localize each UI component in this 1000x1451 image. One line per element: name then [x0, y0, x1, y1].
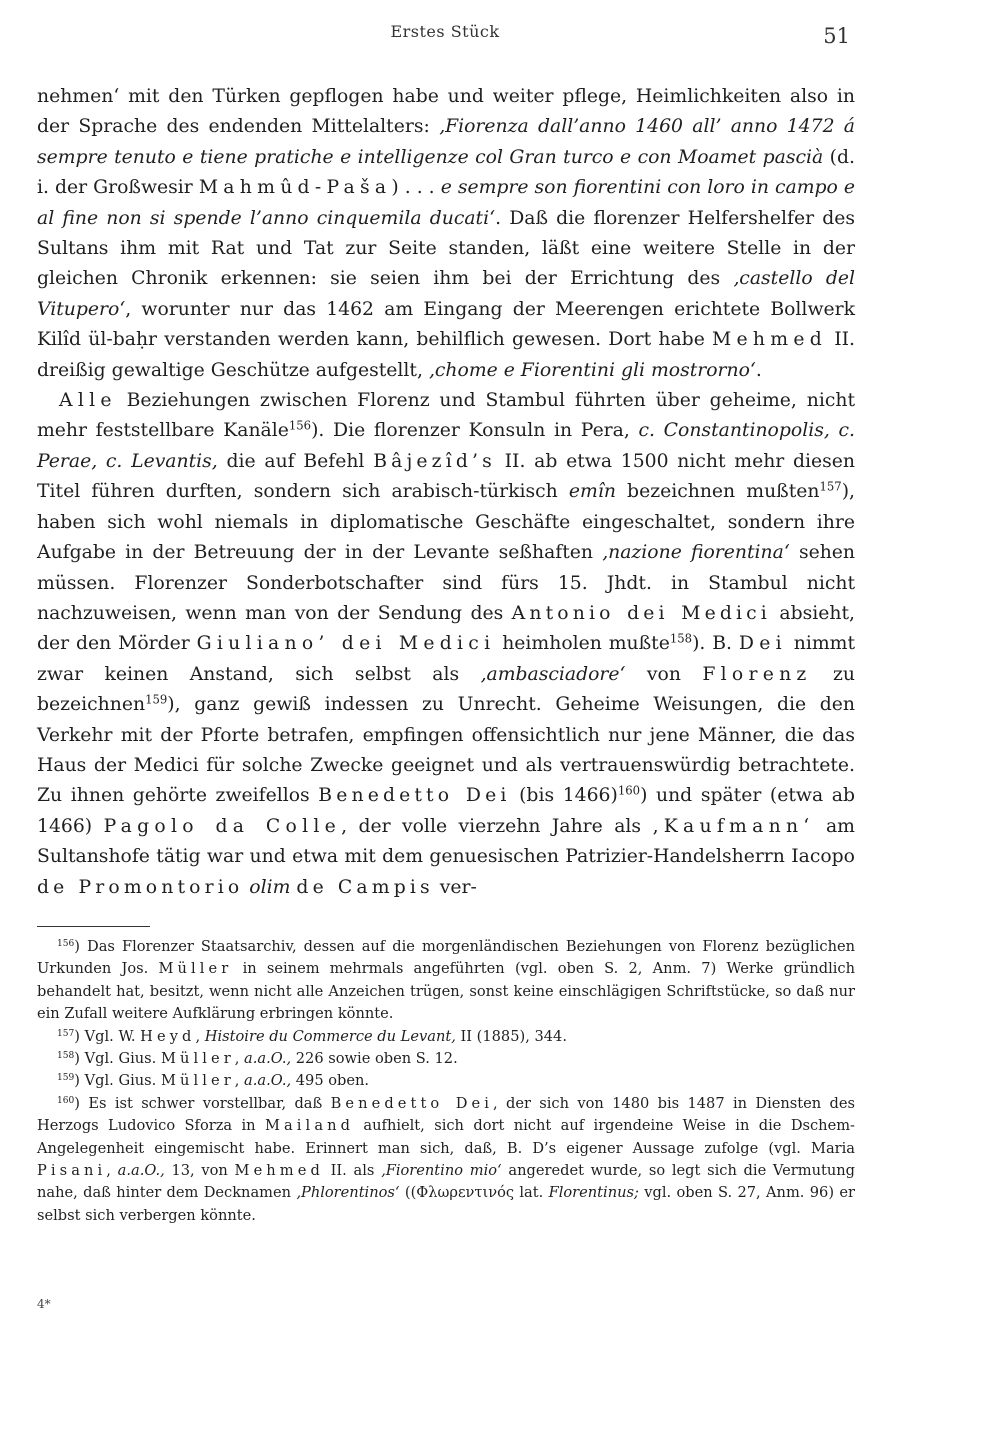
page-number: 51 — [823, 24, 850, 48]
person-name: Mahmûd-Paša — [198, 177, 392, 199]
footnotes — [37, 936, 855, 1227]
footnote-ref-156: 156 — [288, 419, 312, 434]
running-head: Erstes Stück — [390, 22, 500, 41]
footnote-ref-158: 158 — [669, 631, 693, 646]
place-name: Florenz — [702, 663, 812, 685]
person-name: Mehmed — [712, 329, 827, 351]
footnote-ref-159: 159 — [145, 692, 168, 707]
person-name: de Campis — [296, 876, 434, 898]
person-name: Bâjezîd’s — [373, 450, 496, 472]
footnote-ref-160: 160 — [617, 783, 641, 798]
main-text — [37, 82, 855, 903]
person-name: Dei — [738, 633, 787, 655]
signature-mark: 4* — [37, 1297, 51, 1311]
person-name: Benedetto Dei — [318, 785, 511, 807]
person-name: de Promontorio — [37, 876, 244, 898]
footnote-158: $^{158}$) Vgl. Gius. Müller, a.a.O., 226 sowie oben S. 12. — [57, 1050, 458, 1068]
paragraph-1: nehmen‘ mit den Türken gepflogen habe und weiter pflege, Heimlichkeiten also in der Sprache des endenden Mittelalters: ‚Fiorenza dall’anno 1460 all’ anno 1472 á sempre tenuto e tiene pratiche e intelligenze col Gran turco e con Moamet pascià (d. i. der Großwesir Mahmûd-Paša) . . . e sempre son fiorentini con loro in campo e al fine non si spende l’anno cinquemila ducati‘. Daß die florenzer Helfershelfer des Sultans ihm mit Rat und Tat zur Seite standen, läßt eine weitere Stelle in der gleichen Chronik erkennen: sie seien ihm bei der Errichtung des ‚castello del Vitupero‘, worunter nur das 1462 am Eingang der Meerengen erichtete Bollwerk Kilîd ül-baḥr verstanden werden kann, behilflich gewesen. Dort habe Mehmed II. dreißig gewaltige Geschütze aufgestellt, ‚chome e Fiorentini gli mostrorno‘. — [37, 86, 856, 381]
footnote-160: $^{160}$) Es ist schwer vorstellbar, daß Benedetto Dei, der sich von 1480 bis 1487 in Diensten des Herzogs Ludovico Sforza in Mailand aufhielt, sich dort nicht auf irgendeine Weise in die Dschem-Angelegenheit eingemischt habe. Erinnert man sich, daß, B. D’s eigener Aussage zufolge (vgl. Maria Pisani, a.a.O., 13, von Mehmed II. als ‚Fiorentino mio‘ angeredet wurde, so legt sich die Vermutung nahe, daß hinter dem Decknamen ‚Phlorentinos‘ ((Φλωρεντινός lat. Florentinus; vgl. oben S. 27, Anm. 96) er selbst sich verbergen könnte. — [37, 1094, 855, 1224]
footnote-divider — [37, 926, 150, 927]
footnote-159: $^{159}$) Vgl. Gius. Müller, a.a.O., 495 oben. — [57, 1072, 370, 1090]
footnote-156: $^{156}$) Das Florenzer Staatsarchiv, dessen auf die morgenländischen Beziehungen von Florenz bezüglichen Urkunden Jos. Müller in seinem mehrmals angeführten (vgl. oben S. 2, Anm. 7) Werke gründlich behandelt hat, besitzt, wenn nicht alle Anzeichen trügen, sonst keine einschlägigen Schriftstücke, so daß nur ein Zufall weitere Aufklärung erbringen könnte. — [37, 938, 855, 1023]
footnote-ref-157: 157 — [819, 479, 842, 494]
person-name: Giuliano’ dei Medici — [196, 633, 496, 655]
person-name: Pagolo da Colle — [103, 815, 342, 837]
paragraph-2: Alle Beziehungen zwischen Florenz und Stambul führten über geheime, nicht mehr feststellbare Kanäle$^{156}$). Die florenzer Konsuln in Pera, c. Constantinopolis, c. Perae, c. Levantis, die auf Befehl Bâjezîd’s II. ab etwa 1500 nicht mehr diesen Titel führen durften, sondern sich arabisch-türkisch emîn bezeichnen mußten$^{157}$), haben sich wohl niemals in diplomatische Geschäfte eingeschaltet, sondern ihre Aufgabe in der Betreuung der in der Levante seßhaften ‚nazione fiorentina‘ sehen müssen. Florenzer Sonderbotschafter sind fürs 15. Jhdt. in Stambul nicht nachzuweisen, wenn man von der Sendung des Antonio dei Medici absieht, der den Mörder Giuliano’ dei Medici heimholen mußte$^{158}$). B. Dei nimmt zwar keinen Anstand, sich selbst als ‚ambasciadore‘ von Florenz zu bezeichnen$^{159}$), ganz gewiß indessen zu Unrecht. Geheime Weisungen, die den Verkehr mit der Pforte betrafen, empfingen offensichtlich nur jene Männer, die das Haus der Medici für solche Zwecke geeignet und als vertrauenswürdig betrachtete. Zu ihnen gehörte zweifellos Benedetto Dei (bis 1466)$^{160}$) und später (etwa ab 1466) Pagolo da Colle, der volle vierzehn Jahre als ‚Kaufmann‘ am Sultanshofe tätig war und etwa mit dem genuesischen Patrizier-Handelsherrn Iacopo de Promontorio olim de Campis ver- — [37, 390, 856, 898]
person-name: Antonio dei Medici — [511, 602, 771, 624]
footnote-157: $^{157}$) Vgl. W. Heyd, Histoire du Commerce du Levant, II (1885), 344. — [57, 1027, 567, 1045]
